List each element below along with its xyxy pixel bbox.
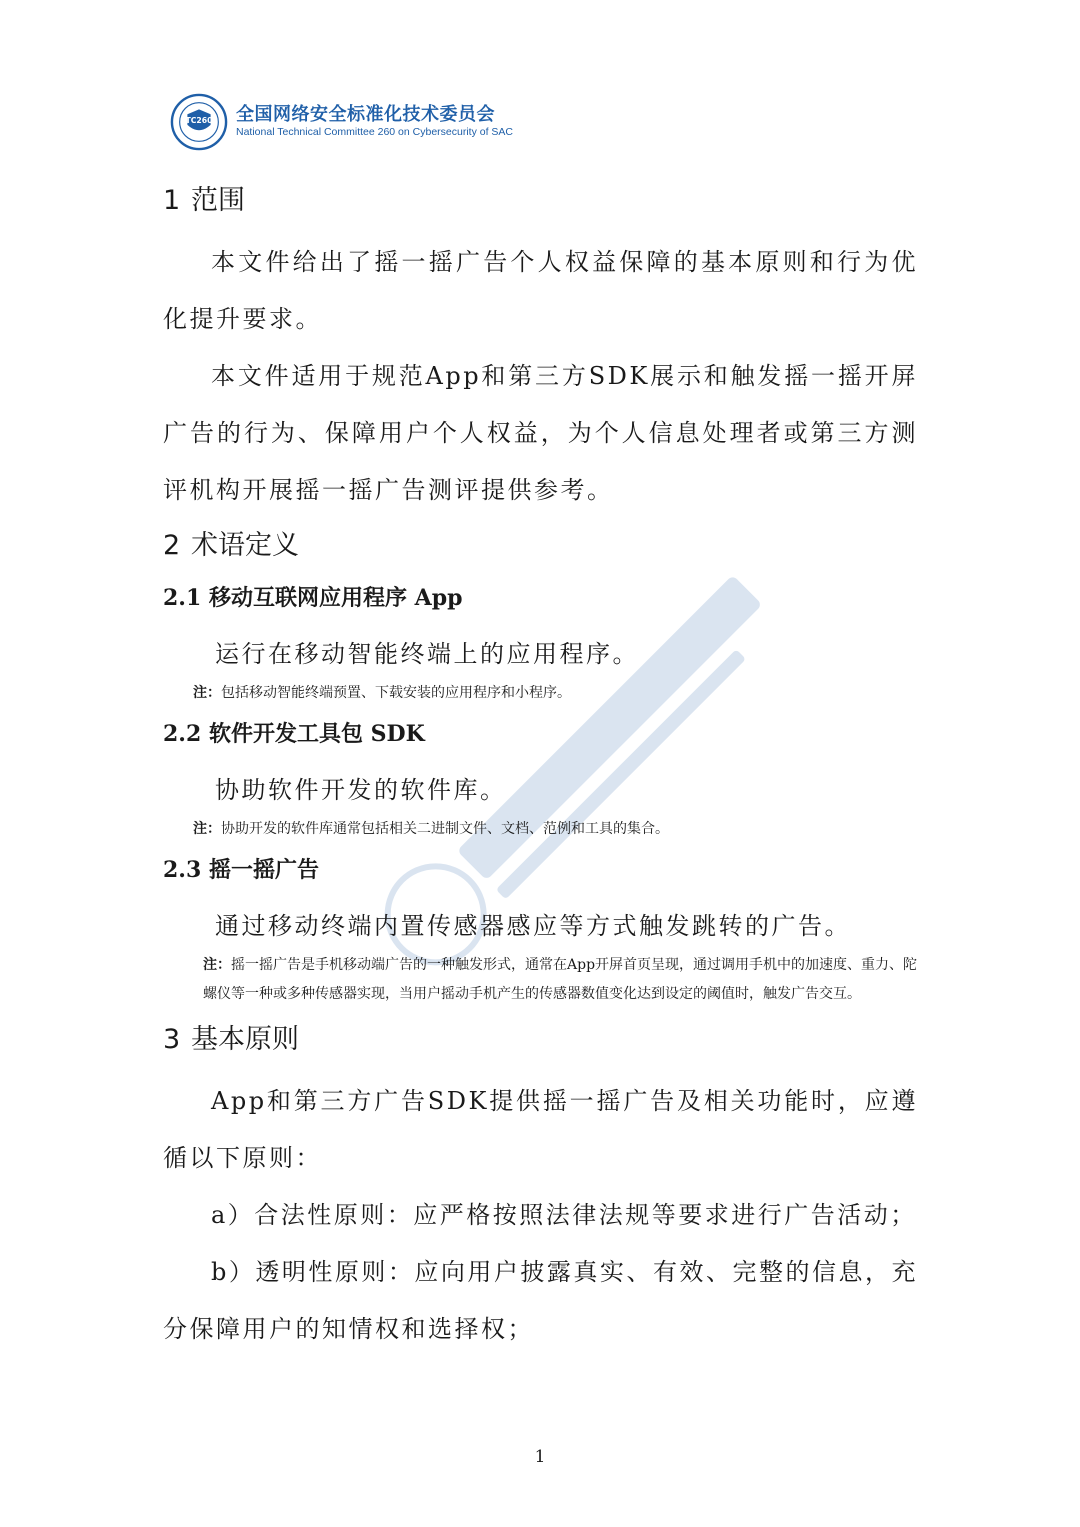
term-2-3-definition: 通过移动终端内置传感器感应等方式触发跳转的广告。: [215, 912, 851, 940]
term-2-1-definition: 运行在移动智能终端上的应用程序。: [215, 640, 639, 668]
term-2-1-note: 注：包括移动智能终端预置、下载安装的应用程序和小程序。: [193, 685, 571, 701]
term-2-3-heading: 2.3 摇一摇广告: [163, 857, 320, 883]
principle-item-b: b）透明性原则：应向用户披露真实、有效、完整的信息，充分保障用户的知情权和选择权；: [163, 1258, 918, 1343]
term-2-2-note: 注：协助开发的软件库通常包括相关二进制文件、文档、范例和工具的集合。: [193, 821, 669, 837]
tc260-logo-icon: [170, 93, 228, 151]
section-2-heading: 2 术语定义: [163, 530, 299, 561]
term-2-3-note: 注：摇一摇广告是手机移动端广告的一种触发形式，通常在App开屏首页呈现，通过调用手机中的加速度、重力、陀螺仪等一种或多种传感器实现，当用户摇动手机产生的传感器数值变化达到设定的阈值时，触发广告交互。: [203, 957, 918, 1002]
org-name-cn: 全国网络安全标准化技术委员会: [236, 104, 495, 126]
term-2-2-definition: 协助软件开发的软件库。: [215, 776, 507, 804]
section-1-heading: 1 范围: [163, 185, 245, 216]
term-2-2-heading: 2.2 软件开发工具包 SDK: [163, 721, 425, 747]
term-2-1-heading: 2.1 移动互联网应用程序 App: [163, 585, 463, 611]
section-3-intro: App和第三方广告SDK提供摇一摇广告及相关功能时，应遵循以下原则：: [163, 1087, 918, 1172]
svg-text:TC260: TC260: [185, 115, 213, 125]
header: [170, 92, 513, 152]
principle-item-a: a）合法性原则：应严格按照法律法规等要求进行广告活动；: [211, 1201, 917, 1229]
document-body: [163, 178, 918, 1358]
section-1-paragraph-2: 本文件适用于规范App和第三方SDK展示和触发摇一摇开屏广告的行为、保障用户个人权益，为个人信息处理者或第三方测评机构开展摇一摇广告测评提供参考。: [163, 362, 918, 504]
section-3-heading: 3 基本原则: [163, 1024, 299, 1055]
org-name-en: National Technical Committee 260 on Cybersecurity of SAC: [236, 126, 514, 139]
section-1-paragraph-1: 本文件给出了摇一摇广告个人权益保障的基本原则和行为优化提升要求。: [163, 248, 918, 333]
page-number: 1: [534, 1447, 546, 1467]
